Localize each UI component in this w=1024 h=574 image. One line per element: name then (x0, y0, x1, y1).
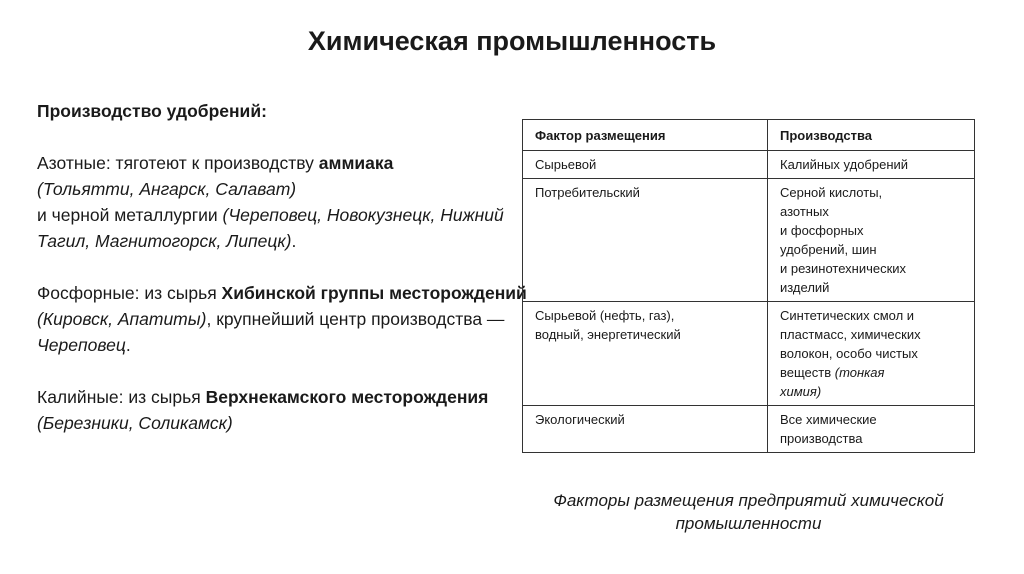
table-row (523, 151, 975, 179)
phosphorus-paragraph (37, 280, 527, 358)
production-cell: Калийных удобрений (768, 151, 975, 179)
table-caption: Факторы размещения предприятий химической промышленности (553, 491, 944, 533)
production-cell: Серной кислоты, азотных и фосфорных удобрений, шин и резинотехнических изделий (768, 179, 975, 302)
nitrogen-end: . (291, 231, 297, 251)
potassium-cities: (Березники, Соликамск) (37, 413, 233, 433)
table-row (523, 179, 975, 302)
fertilizer-section (37, 98, 527, 462)
production-cell: Все химические производства (768, 406, 975, 453)
phosphorus-main-city: Череповец (37, 335, 126, 355)
nitrogen-mid: и черной металлургии (37, 205, 223, 225)
nitrogen-lead: Азотные: тяготеют к производству (37, 153, 319, 173)
factor-cell: Экологический (523, 406, 768, 453)
factors-table (522, 119, 975, 453)
header-production: Производства (768, 120, 975, 151)
phosphorus-lead: Фосфорные: из сырья (37, 283, 222, 303)
factor-cell: Потребительский (523, 179, 768, 302)
phosphorus-bold: Хибинской группы месторождений (221, 283, 527, 303)
nitrogen-bold: аммиака (318, 153, 394, 173)
production-cell (768, 302, 975, 406)
potassium-paragraph (37, 384, 527, 436)
table-header-row (523, 120, 975, 151)
phosphorus-cities: (Кировск, Апатиты) (37, 309, 207, 329)
factor-cell: Сырьевой (нефть, газ), водный, энергетический (523, 302, 768, 406)
table-row (523, 406, 975, 453)
potassium-bold: Верхнекамского месторождения (205, 387, 489, 407)
phosphorus-end: . (125, 335, 131, 355)
nitrogen-paragraph (37, 150, 527, 254)
phosphorus-mid: , крупнейший центр производства — (206, 309, 505, 329)
potassium-lead: Калийные: из сырья (37, 387, 206, 407)
table-row (523, 302, 975, 406)
production-italic-note: (тонкая химия) (780, 365, 885, 399)
factor-cell: Сырьевой (523, 151, 768, 179)
production-text: Синтетических смол и пластмасс, химических волокон, особо чистых веществ (780, 308, 921, 380)
nitrogen-cities-ammonia: (Тольятти, Ангарск, Салават) (37, 179, 297, 199)
nitrogen-cities-metallurgy: (Череповец, Новокузнецк, Нижний Тагил, Магнитогорск, Липецк) (37, 205, 504, 251)
fertilizer-heading: Производство удобрений: (37, 101, 267, 121)
page-title: Химическая промышленность (307, 26, 717, 56)
header-factor: Фактор размещения (523, 120, 768, 151)
